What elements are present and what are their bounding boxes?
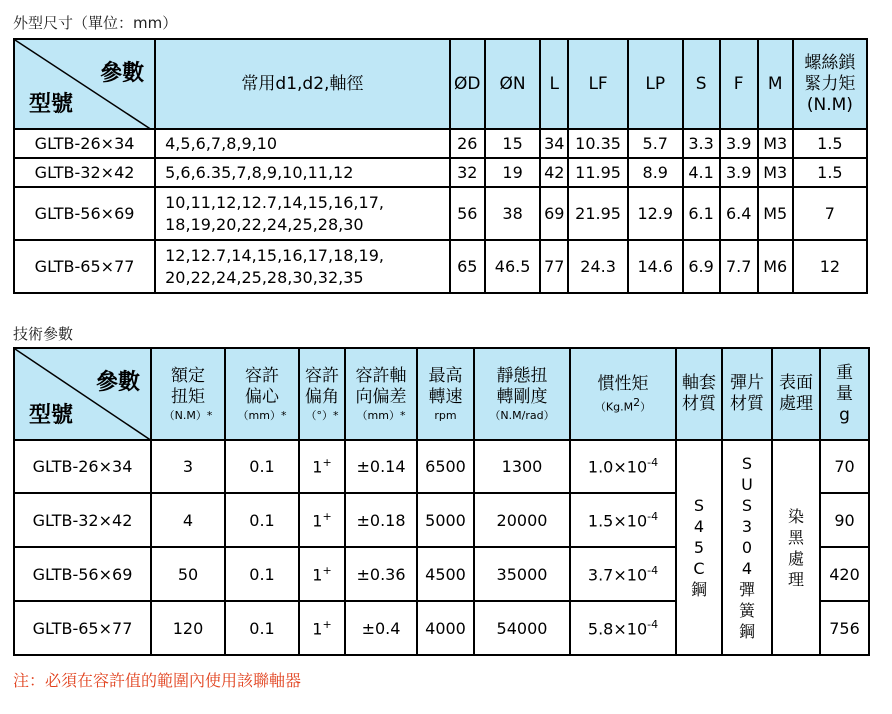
s-cell: 6.1 [683, 187, 720, 240]
inertia-exponent: -4 [647, 456, 659, 470]
inertia-exponent: -4 [647, 617, 659, 631]
technical-caption: 技術參數 [13, 325, 74, 343]
s-cell: 4.1 [683, 158, 720, 187]
lf-cell: 11.95 [568, 158, 628, 187]
corner-parameter-label: 參數 [95, 370, 140, 395]
corner-parameter-label: 參數 [100, 61, 145, 86]
torque-cell: 50 [151, 547, 225, 601]
weight-cell: 90 [820, 493, 869, 547]
model-cell: GLTB-65×77 [14, 240, 155, 293]
eccentric-cell: 0.1 [225, 547, 299, 601]
treatment-char: 處 [787, 548, 804, 568]
col-speed [417, 348, 474, 440]
header-unit: （°）* [305, 408, 339, 422]
header-unit: （mm）* [356, 408, 406, 422]
table-row [14, 158, 867, 187]
col-angle [299, 348, 345, 440]
inertia-value: 3.7×10 [587, 565, 648, 585]
torque-cell: 7 [793, 187, 867, 240]
col-lp: LP [628, 39, 683, 129]
speed-cell: 5000 [417, 493, 474, 547]
header-line: 偏心 [245, 386, 279, 407]
angle-cell [299, 440, 345, 493]
angle-value: 1 [312, 511, 323, 531]
torque-cell: 3 [151, 440, 225, 493]
bore-line1: 10,11,12,12.7,14,15,16,17, [165, 192, 384, 212]
axial-cell: ±0.14 [345, 440, 417, 493]
header-line: 軸套 [682, 373, 716, 393]
model-cell: GLTB-56×69 [14, 187, 155, 240]
l-cell: 42 [540, 158, 568, 187]
table-row [14, 129, 867, 158]
l-cell: 34 [540, 129, 568, 158]
col-spring-material [722, 348, 772, 440]
angle-value: 1 [312, 457, 323, 477]
table-row [14, 440, 869, 493]
header-line: g [839, 404, 850, 425]
f-cell: 7.7 [720, 240, 758, 293]
inertia-cell [570, 440, 676, 493]
header-line: 額定 [171, 365, 205, 386]
lf-cell: 21.95 [568, 187, 628, 240]
header-line: 慣性矩 [597, 373, 649, 394]
col-bore: 常用d1,d2,軸徑 [155, 39, 450, 129]
rigidity-cell: 20000 [474, 493, 570, 547]
l-cell: 77 [540, 240, 568, 293]
table-row [14, 240, 867, 293]
dimensions-caption: 外型尺寸（單位：mm） [13, 14, 178, 32]
header-unit: （N.M/rad） [489, 408, 555, 422]
inertia-value: 5.8×10 [587, 619, 648, 639]
speed-cell: 4500 [417, 547, 474, 601]
s-cell: 3.3 [683, 129, 720, 158]
model-cell: GLTB-26×34 [14, 440, 151, 493]
col-screw-torque-line2: 緊力矩 [804, 73, 856, 94]
material-char: S [693, 496, 705, 515]
dimensions-table [13, 38, 868, 294]
inertia-cell [570, 601, 676, 655]
angle-cell [299, 601, 345, 655]
col-on: ØN [485, 39, 541, 129]
m-cell: M5 [758, 187, 793, 240]
treatment-char: 染 [787, 506, 804, 526]
torque-cell: 1.5 [793, 158, 867, 187]
rigidity-cell: 54000 [474, 601, 570, 655]
col-hub-material [676, 348, 722, 440]
lf-cell: 10.35 [568, 129, 628, 158]
header-line: 重 [836, 362, 853, 383]
header-unit: rpm [434, 408, 457, 422]
header-line: 向偏差 [355, 386, 407, 407]
eccentric-cell: 0.1 [225, 601, 299, 655]
col-inertia [570, 348, 676, 440]
angle-sup: + [322, 563, 332, 577]
model-cell: GLTB-65×77 [14, 601, 151, 655]
unit-close: ） [640, 400, 652, 414]
hub-material-cell [676, 440, 722, 655]
inertia-exponent: -4 [647, 563, 659, 577]
treatment-char: 理 [787, 569, 804, 589]
material-char: 5 [693, 538, 705, 557]
angle-value: 1 [312, 565, 323, 585]
col-f: F [720, 39, 758, 129]
f-cell: 3.9 [720, 158, 758, 187]
col-l: L [540, 39, 568, 129]
f-cell: 3.9 [720, 129, 758, 158]
header-line: 彈片 [730, 373, 764, 393]
s-cell: 6.9 [683, 240, 720, 293]
inertia-value: 1.0×10 [587, 457, 648, 477]
material-char: 4 [741, 559, 753, 578]
m-cell: M3 [758, 129, 793, 158]
inertia-cell [570, 547, 676, 601]
rigidity-cell: 1300 [474, 440, 570, 493]
inertia-value: 1.5×10 [587, 511, 648, 531]
angle-sup: + [322, 509, 332, 523]
bore-cell: 4,5,6,7,8,9,10 [155, 129, 450, 158]
header-line: 容許 [305, 365, 339, 386]
col-eccentric [225, 348, 299, 440]
material-char: 鋼 [738, 622, 755, 641]
on-cell: 19 [485, 158, 541, 187]
col-lf: LF [568, 39, 628, 129]
torque-cell: 120 [151, 601, 225, 655]
angle-sup: + [322, 617, 332, 631]
col-surface [772, 348, 820, 440]
header-unit: （mm）* [237, 408, 287, 422]
material-char: C [693, 559, 705, 578]
model-cell: GLTB-26×34 [14, 129, 155, 158]
torque-cell: 4 [151, 493, 225, 547]
unit-text: （Kg.M [594, 400, 634, 414]
material-char: 鋼 [690, 580, 707, 599]
surface-treatment-cell [772, 440, 820, 655]
angle-cell [299, 547, 345, 601]
model-cell: GLTB-32×42 [14, 493, 151, 547]
material-char: U [741, 475, 753, 494]
on-cell: 15 [485, 129, 541, 158]
model-cell: GLTB-32×42 [14, 158, 155, 187]
lp-cell: 14.6 [628, 240, 683, 293]
header-line: 最高 [428, 365, 463, 386]
inertia-cell [570, 493, 676, 547]
inertia-exponent: -4 [647, 509, 659, 523]
axial-cell: ±0.36 [345, 547, 417, 601]
od-cell: 32 [450, 158, 485, 187]
col-axial [345, 348, 417, 440]
header-line: 轉剛度 [496, 386, 548, 407]
od-cell: 56 [450, 187, 485, 240]
col-rated-torque [151, 348, 225, 440]
weight-cell: 70 [820, 440, 869, 493]
header-line: 量 [836, 383, 853, 404]
usage-note: 注：必須在容許值的範圍內使用該聯軸器 [13, 671, 302, 690]
angle-value: 1 [312, 619, 323, 639]
table-row [14, 187, 867, 240]
speed-cell: 4000 [417, 601, 474, 655]
technical-table [13, 347, 870, 656]
header-line: 偏角 [305, 386, 339, 407]
col-screw-torque [793, 39, 867, 129]
material-char: S [741, 454, 753, 473]
corner-model-label: 型號 [29, 92, 74, 117]
bore-line1: 12,12.7,14,15,16,17,18,19, [165, 245, 384, 265]
od-cell: 65 [450, 240, 485, 293]
eccentric-cell: 0.1 [225, 440, 299, 493]
col-m: M [758, 39, 793, 129]
angle-cell [299, 493, 345, 547]
col-screw-torque-line3: (N.M) [806, 94, 853, 115]
header-line: 材質 [730, 394, 764, 414]
bore-line2: 20,22,24,25,28,30,32,35 [165, 267, 364, 287]
speed-cell: 6500 [417, 440, 474, 493]
header-line: 轉速 [428, 386, 463, 407]
l-cell: 69 [540, 187, 568, 240]
material-char: 簧 [738, 601, 755, 620]
spring-material-cell [722, 440, 772, 655]
col-screw-torque-line1: 螺絲鎖 [804, 52, 856, 73]
weight-cell: 420 [820, 547, 869, 601]
lp-cell: 5.7 [628, 129, 683, 158]
header-line: 容許 [245, 365, 279, 386]
header-unit: （N.M）* [163, 408, 213, 422]
axial-cell: ±0.18 [345, 493, 417, 547]
header-unit [571, 395, 675, 415]
on-cell: 46.5 [485, 240, 541, 293]
eccentric-cell: 0.1 [225, 493, 299, 547]
header-line: 材質 [682, 394, 716, 414]
lf-cell: 24.3 [568, 240, 628, 293]
weight-cell: 756 [820, 601, 869, 655]
angle-sup: + [322, 456, 332, 470]
corner-header [14, 39, 155, 129]
col-weight [820, 348, 869, 440]
corner-header [14, 348, 151, 440]
rigidity-cell: 35000 [474, 547, 570, 601]
bore-cell: 5,6,6.35,7,8,9,10,11,12 [155, 158, 450, 187]
material-char: 4 [693, 517, 705, 536]
header-line: 靜態扭 [496, 365, 548, 386]
header-line: 容許軸 [355, 365, 407, 386]
bore-line2: 18,19,20,22,24,25,28,30 [165, 214, 364, 234]
col-od: ØD [450, 39, 485, 129]
material-char: 3 [741, 517, 753, 536]
bore-cell [155, 187, 450, 240]
unit-exponent: 2 [633, 395, 641, 409]
od-cell: 26 [450, 129, 485, 158]
lp-cell: 8.9 [628, 158, 683, 187]
col-s: S [683, 39, 720, 129]
header-line: 表面 [779, 373, 813, 393]
bore-cell [155, 240, 450, 293]
m-cell: M6 [758, 240, 793, 293]
header-line: 扭矩 [171, 386, 205, 407]
f-cell: 6.4 [720, 187, 758, 240]
torque-cell: 12 [793, 240, 867, 293]
m-cell: M3 [758, 158, 793, 187]
model-cell: GLTB-56×69 [14, 547, 151, 601]
treatment-char: 黑 [787, 527, 804, 547]
lp-cell: 12.9 [628, 187, 683, 240]
material-char: 0 [741, 538, 753, 557]
torque-cell: 1.5 [793, 129, 867, 158]
header-line: 處理 [779, 394, 813, 414]
material-char: S [741, 496, 753, 515]
corner-model-label: 型號 [29, 403, 74, 428]
col-rigidity [474, 348, 570, 440]
axial-cell: ±0.4 [345, 601, 417, 655]
on-cell: 38 [485, 187, 541, 240]
material-char: 彈 [738, 580, 755, 599]
